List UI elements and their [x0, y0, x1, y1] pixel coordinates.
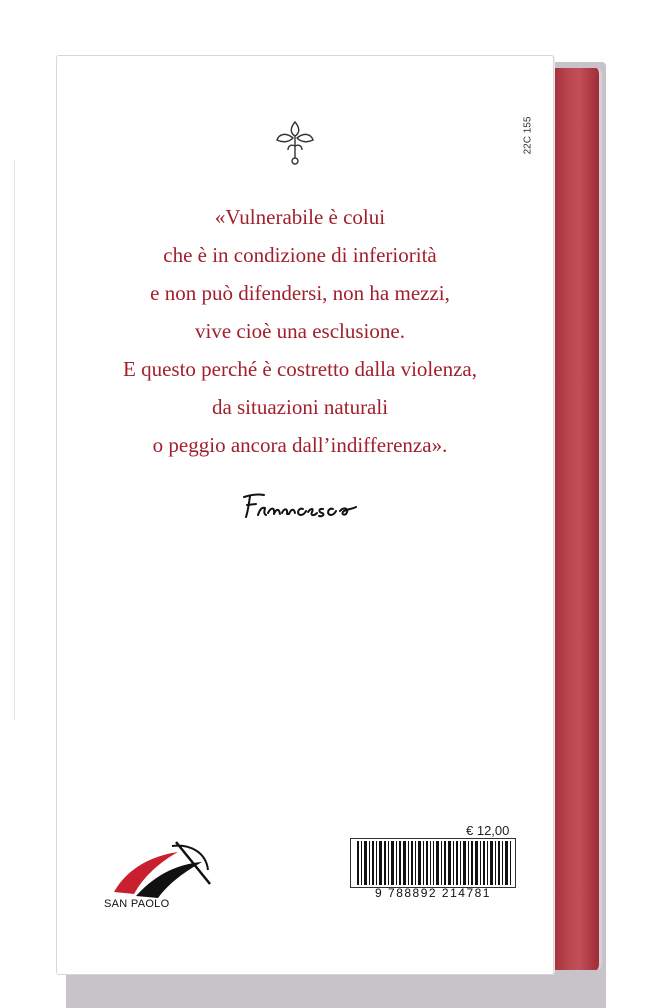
flower-ornament-icon — [273, 118, 317, 166]
barcode — [350, 838, 516, 888]
quote-line: E questo perché è costretto dalla violenza, — [123, 357, 477, 381]
quote-line: che è in condizione di inferiorità — [163, 243, 437, 267]
quote-line: o peggio ancora dall’indifferenza». — [152, 433, 448, 457]
signature-francesco — [240, 485, 360, 525]
san-paolo-logo-icon — [106, 832, 220, 908]
page-edge-line — [14, 160, 15, 720]
quote-line: e non può difendersi, non ha mezzi, — [150, 281, 450, 305]
publisher-name: SAN PAOLO — [104, 898, 170, 910]
price-label: € 12,00 — [466, 823, 510, 838]
cover-quote — [100, 198, 500, 464]
isbn-number: 9 788892 214781 — [375, 886, 491, 900]
quote-line: da situazioni naturali — [211, 395, 389, 419]
book-spine — [555, 68, 602, 970]
catalog-code: 22C 155 — [522, 116, 534, 155]
quote-line: «Vulnerabile è colui — [214, 205, 386, 229]
quote-line: vive cioè una esclusione. — [195, 319, 405, 343]
